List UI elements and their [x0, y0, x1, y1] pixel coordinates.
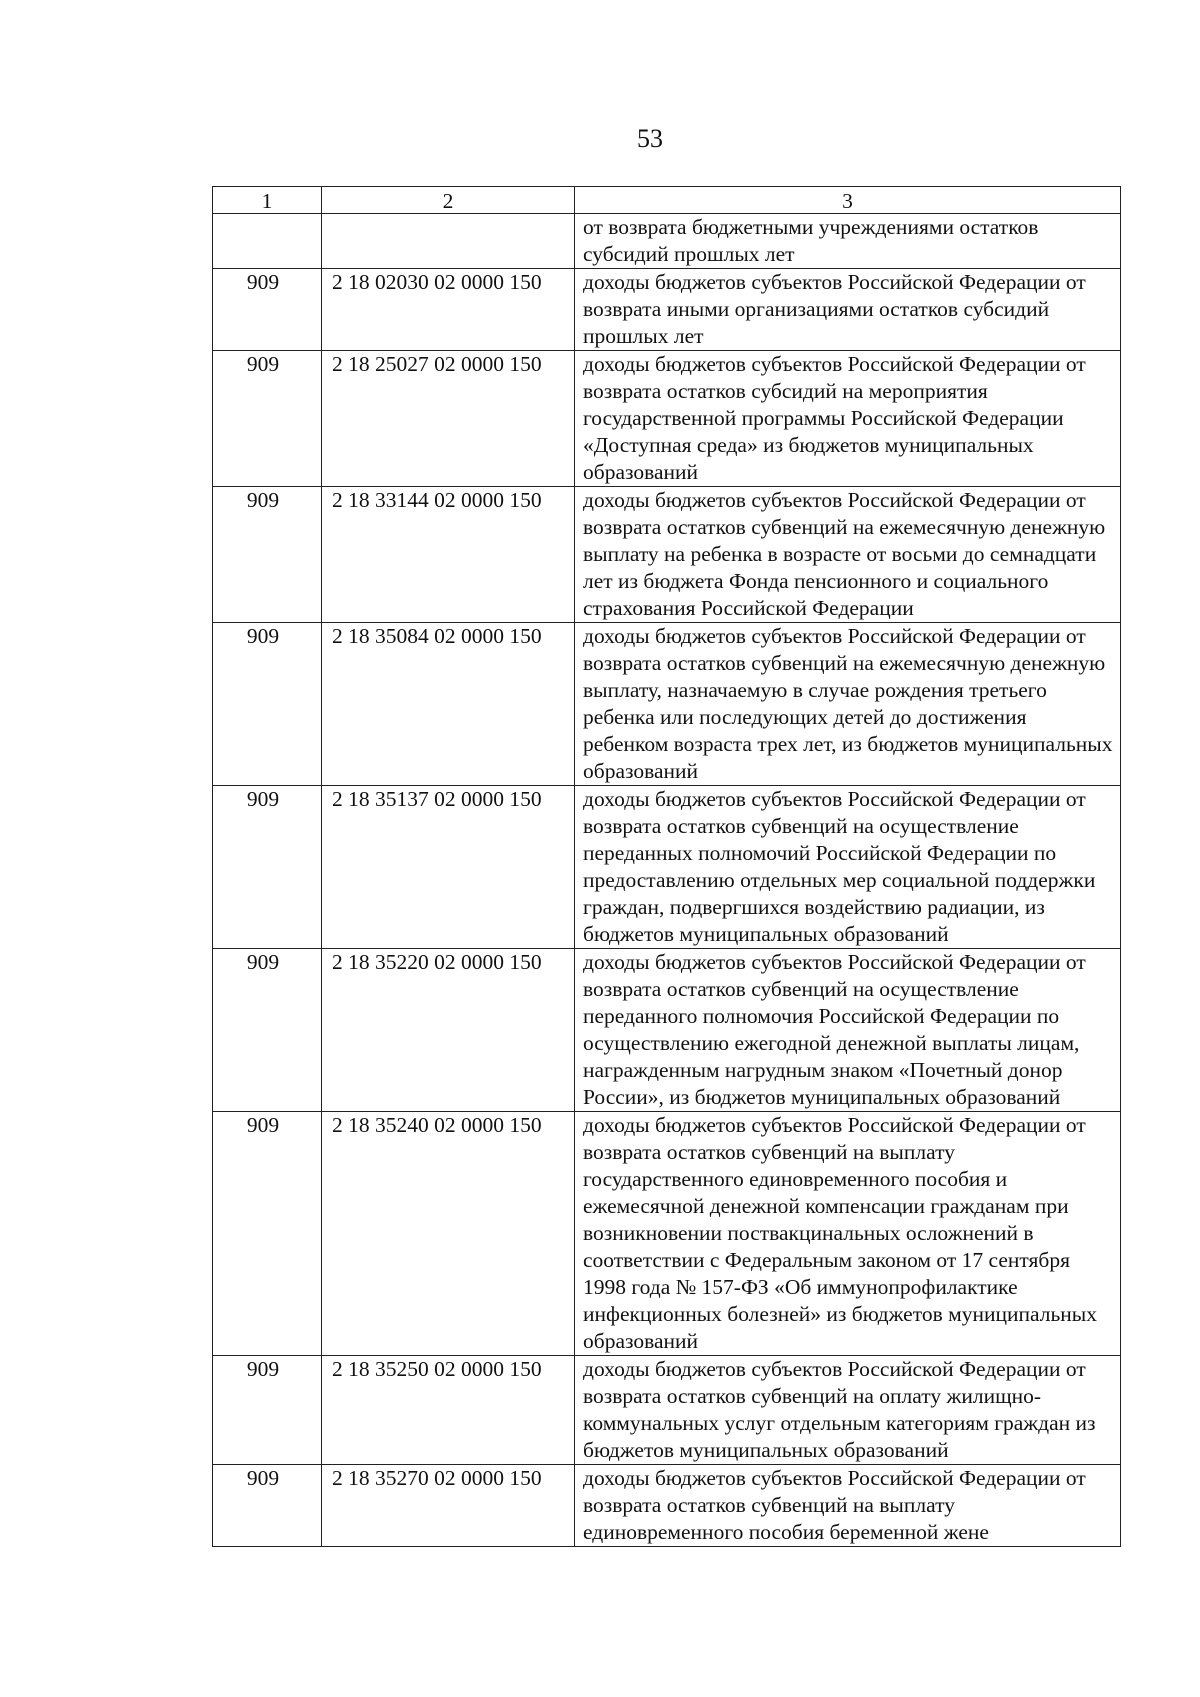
- page-number: 53: [637, 124, 663, 153]
- admin-code-cell: 909: [213, 269, 322, 351]
- table-row: [213, 214, 1121, 269]
- revenue-code-cell: 2 18 33144 02 0000 150: [322, 487, 575, 623]
- admin-code-cell: 909: [213, 351, 322, 487]
- description-cell: от возврата бюджетными учреждениями остатков субсидий прошлых лет: [575, 214, 1121, 269]
- table-row: [213, 269, 1121, 351]
- admin-code-cell: 909: [213, 786, 322, 949]
- revenue-code-cell: [322, 214, 575, 269]
- revenue-code-cell: 2 18 35250 02 0000 150: [322, 1356, 575, 1465]
- column-header-3: 3: [575, 187, 1121, 214]
- revenue-code-cell: 2 18 35137 02 0000 150: [322, 786, 575, 949]
- table-row: [213, 949, 1121, 1112]
- description-cell: доходы бюджетов субъектов Российской Федерации от возврата остатков субвенций на осуществление переданного полномочия Российской Федерации по осуществлению ежегодной денежной выплаты лицам, награжденным нагрудным знаком «Почетный донор России», из бюджетов муниципальных образований: [575, 949, 1121, 1112]
- description-cell: доходы бюджетов субъектов Российской Федерации от возврата остатков субвенций на оплату жилищно-коммунальных услуг отдельным категориям граждан из бюджетов муниципальных образований: [575, 1356, 1121, 1465]
- table-row: [213, 351, 1121, 487]
- column-header-1: 1: [213, 187, 322, 214]
- description-cell: доходы бюджетов субъектов Российской Федерации от возврата остатков субвенций на выплату единовременного пособия беременной жене: [575, 1465, 1121, 1547]
- description-cell: доходы бюджетов субъектов Российской Федерации от возврата остатков субсидий на мероприятия государственной программы Российской Федерации «Доступная среда» из бюджетов муниципальных образований: [575, 351, 1121, 487]
- revenue-code-cell: 2 18 35220 02 0000 150: [322, 949, 575, 1112]
- budget-classification-table: [212, 186, 1121, 1547]
- admin-code-cell: 909: [213, 1356, 322, 1465]
- table-header-row: [213, 187, 1121, 214]
- table-row: [213, 1112, 1121, 1356]
- description-cell: доходы бюджетов субъектов Российской Федерации от возврата остатков субвенций на ежемесячную денежную выплату на ребенка в возрасте от восьми до семнадцати лет из бюджета Фонда пенсионного и социального страхования Российской Федерации: [575, 487, 1121, 623]
- table-row: [213, 786, 1121, 949]
- table-row: [213, 487, 1121, 623]
- description-cell: доходы бюджетов субъектов Российской Федерации от возврата остатков субвенций на осуществление переданных полномочий Российской Федерации по предоставлению отдельных мер социальной поддержки граждан, подвергшихся воздействию радиации, из бюджетов муниципальных образований: [575, 786, 1121, 949]
- column-header-2: 2: [322, 187, 575, 214]
- description-cell: доходы бюджетов субъектов Российской Федерации от возврата остатков субвенций на выплату государственного единовременного пособия и ежемесячной денежной компенсации гражданам при возникновении поствакцинальных осложнений в соответствии с Федеральным законом от 17 сентября 1998 года № 157-ФЗ «Об иммунопрофилактике инфекционных болезней» из бюджетов муниципальных образований: [575, 1112, 1121, 1356]
- admin-code-cell: 909: [213, 949, 322, 1112]
- table-row: [213, 1356, 1121, 1465]
- table-row: [213, 623, 1121, 786]
- admin-code-cell: 909: [213, 1465, 322, 1547]
- description-cell: доходы бюджетов субъектов Российской Федерации от возврата иными организациями остатков субсидий прошлых лет: [575, 269, 1121, 351]
- revenue-code-cell: 2 18 35270 02 0000 150: [322, 1465, 575, 1547]
- admin-code-cell: 909: [213, 487, 322, 623]
- table-row: [213, 1465, 1121, 1547]
- description-cell: доходы бюджетов субъектов Российской Федерации от возврата остатков субвенций на ежемесячную денежную выплату, назначаемую в случае рождения третьего ребенка или последующих детей до достижения ребенком возраста трех лет, из бюджетов муниципальных образований: [575, 623, 1121, 786]
- revenue-code-cell: 2 18 35084 02 0000 150: [322, 623, 575, 786]
- revenue-code-cell: 2 18 02030 02 0000 150: [322, 269, 575, 351]
- admin-code-cell: 909: [213, 623, 322, 786]
- admin-code-cell: [213, 214, 322, 269]
- admin-code-cell: 909: [213, 1112, 322, 1356]
- revenue-code-cell: 2 18 25027 02 0000 150: [322, 351, 575, 487]
- revenue-code-cell: 2 18 35240 02 0000 150: [322, 1112, 575, 1356]
